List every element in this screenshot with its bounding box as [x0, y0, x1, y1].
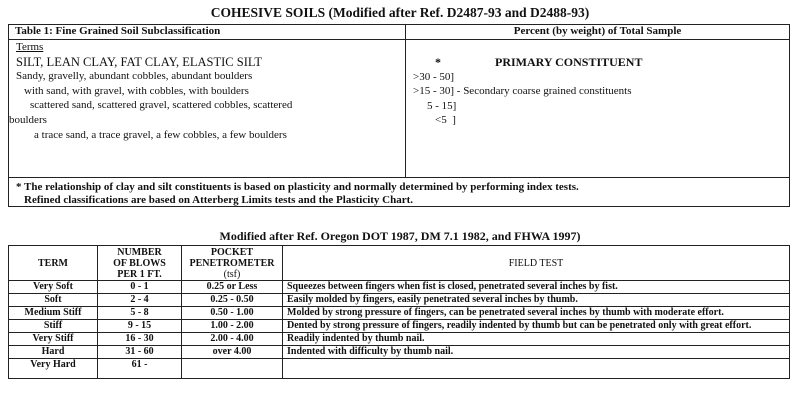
- field-test-cell: Molded by strong pressure of fingers, can be penetrated several inches by thumb with moderate effort.: [283, 307, 790, 320]
- blows-cell: 9 - 15: [98, 320, 182, 333]
- blows-header: [98, 246, 182, 281]
- term-cell: Stiff: [9, 320, 98, 333]
- penetrometer-cell: 2.00 - 4.00: [182, 333, 283, 346]
- blows-cell: 61 -: [98, 359, 182, 379]
- percent-line: 5 - 15]: [427, 99, 457, 112]
- penetrometer-cell: 0.50 - 1.00: [182, 307, 283, 320]
- blows-cell: 2 - 4: [98, 294, 182, 307]
- note-divider: [9, 177, 789, 178]
- term-line: Sandy, gravelly, abundant cobbles, abundant boulders: [16, 70, 253, 83]
- percent-line: <5 ]: [435, 114, 456, 127]
- penetrometer-cell: over 4.00: [182, 346, 283, 359]
- table-row: [9, 281, 790, 294]
- term-line: scattered sand, scattered gravel, scattered cobbles, scattered: [30, 99, 293, 112]
- percent-header: Percent (by weight) of Total Sample: [513, 25, 682, 37]
- terms-column: [9, 40, 402, 142]
- blows-header-line: PER 1 FT.: [117, 268, 162, 280]
- table-row: [9, 333, 790, 346]
- percent-line: >15 - 30] - Secondary coarse grained constituents: [413, 85, 632, 98]
- term-cell: Very Soft: [9, 281, 98, 294]
- table-caption: Table 1: Fine Grained Soil Subclassification: [15, 25, 221, 37]
- table-row: [9, 346, 790, 359]
- table-row: [9, 359, 790, 379]
- table-row: [9, 320, 790, 333]
- penetrometer-header: [182, 246, 283, 281]
- term-line: with sand, with gravel, with cobbles, with boulders: [24, 84, 249, 97]
- term-cell: Soft: [9, 294, 98, 307]
- field-test-header: FIELD TEST: [283, 246, 790, 281]
- table-row: [9, 307, 790, 320]
- term-line: boulders: [9, 113, 47, 126]
- penetrometer-cell: 0.25 - 0.50: [182, 294, 283, 307]
- term-cell: Very Stiff: [9, 333, 98, 346]
- note-line: * The relationship of clay and silt constituents is based on plasticity and normally determined by performing index tests.: [16, 181, 579, 193]
- term-line: a trace sand, a trace gravel, a few cobbles, a few boulders: [34, 128, 287, 141]
- terms-label: Terms: [16, 41, 44, 53]
- field-test-cell: Readily indented by thumb nail.: [283, 333, 790, 346]
- blows-header-line: OF BLOWS: [113, 257, 166, 269]
- blows-cell: 0 - 1: [98, 281, 182, 294]
- table-header: [9, 25, 789, 40]
- term-line-primary: SILT, LEAN CLAY, FAT CLAY, ELASTIC SILT: [16, 54, 262, 69]
- field-test-cell: Easily molded by fingers, easily penetrated several inches by thumb.: [283, 294, 790, 307]
- term-cell: Hard: [9, 346, 98, 359]
- percent-line: >30 - 50]: [413, 70, 455, 83]
- blows-cell: 16 - 30: [98, 333, 182, 346]
- term-header: TERM: [9, 246, 98, 281]
- percent-column: [409, 55, 789, 128]
- column-divider: [405, 25, 406, 177]
- consistency-title: Modified after Ref. Oregon DOT 1987, DM 7.1 1982, and FHWA 1997): [219, 229, 581, 243]
- penetrometer-header-line: (tsf): [223, 268, 241, 280]
- term-cell: Medium Stiff: [9, 307, 98, 320]
- blows-cell: 31 - 60: [98, 346, 182, 359]
- document-title: COHESIVE SOILS (Modified after Ref. D2487-93 and D2488-93): [210, 5, 590, 20]
- fine-grained-table: [8, 24, 790, 207]
- field-test-cell: Indented with difficulty by thumb nail.: [283, 346, 790, 359]
- table-note: [16, 181, 786, 207]
- blows-cell: 5 - 8: [98, 307, 182, 320]
- field-test-cell: [283, 359, 790, 379]
- table-header-row: [9, 246, 790, 281]
- penetrometer-header-line: PENETROMETER: [189, 257, 275, 269]
- penetrometer-cell: 0.25 or Less: [182, 281, 283, 294]
- percent-line-primary: * PRIMARY CONSTITUENT: [435, 55, 643, 69]
- penetrometer-header-line: POCKET: [210, 246, 254, 258]
- term-cell: Very Hard: [9, 359, 98, 379]
- note-line: Refined classifications are based on Atterberg Limits tests and the Plasticity Chart.: [24, 194, 414, 206]
- penetrometer-cell: [182, 359, 283, 379]
- field-test-cell: Dented by strong pressure of fingers, readily indented by thumb but can be penetrated only with great effort.: [283, 320, 790, 333]
- penetrometer-cell: 1.00 - 2.00: [182, 320, 283, 333]
- consistency-table: [8, 245, 790, 379]
- field-test-cell: Squeezes between fingers when fist is closed, penetrated several inches by fist.: [283, 281, 790, 294]
- blows-header-line: NUMBER: [117, 246, 162, 258]
- table-row: [9, 294, 790, 307]
